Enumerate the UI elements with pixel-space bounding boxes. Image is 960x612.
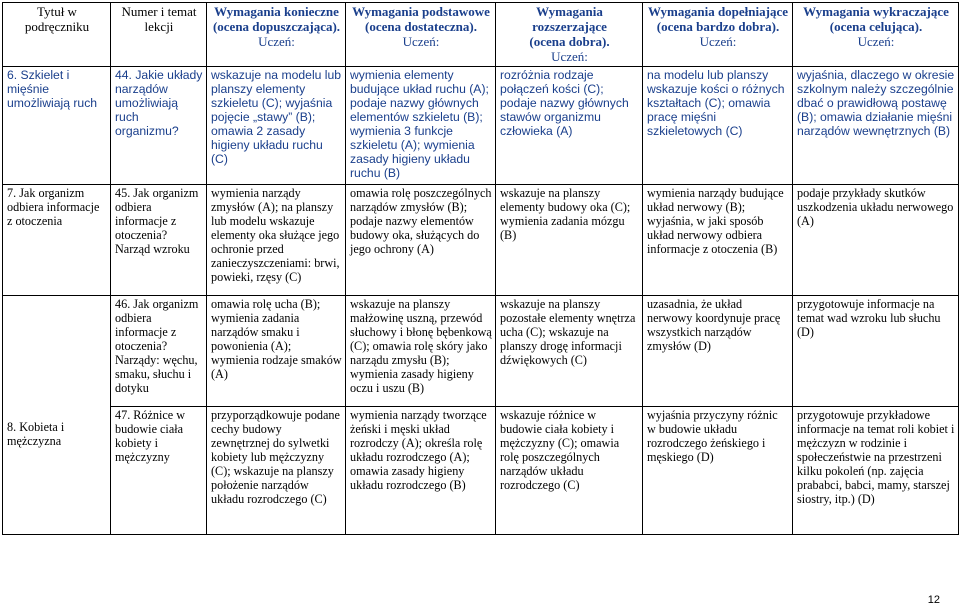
lesson-topic: 45. Jak organizm odbiera informacje z otoczenia? Narząd wzroku <box>111 185 207 296</box>
chapter-title: 6. Szkielet i mięśnie umożliwiają ruch <box>3 67 111 185</box>
lesson-topic: 44. Jakie układy narządów umożliwiają ruch organizmu? <box>111 67 207 185</box>
table-row <box>3 67 959 185</box>
requirement-supplementary: wymienia narządy budujące układ nerwowy (B); wyjaśnia, w jaki sposób układ nerwowy odbiera informacje z otoczenia (B) <box>643 185 793 296</box>
requirement-basic: wskazuje na planszy małżowinę uszną, przewód słuchowy i błonę bębenkową (C); omawia rolę skóry jako narządu zmysłu (B); wymienia zasady higieny oczu i uszu (B) <box>346 296 496 407</box>
requirement-essential: przyporządkowuje podane cechy budowy zewnętrznej do sylwetki kobiety lub mężczyzny (C); wskazuje na planszy położenie narządów układu rozrodczego (C) <box>207 407 346 535</box>
header-grade: (ocena dopuszczająca). <box>212 19 341 34</box>
requirement-basic: wymienia elementy budujące układ ruchu (A); podaje nazwy głównych elementów szkieletu (B); wymienia 3 funkcje szkieletu (A); wymienia zasady higieny układu ruchu (B) <box>346 67 496 185</box>
header-student: Uczeń: <box>857 34 895 49</box>
header-label: Wymagania rozszerzające <box>532 4 607 34</box>
header-lesson: Numer i temat lekcji <box>111 3 207 67</box>
requirement-basic: omawia rolę poszczególnych narządów zmysłów (B); podaje nazwy elementów budowy oka, służących do jego ochrony (A) <box>346 185 496 296</box>
header-student: Uczeń: <box>699 34 737 49</box>
table-row <box>3 296 959 407</box>
requirement-essential: omawia rolę ucha (B); wymienia zadania narządów smaku i powonienia (A); wymienia rodzaje smaków (A) <box>207 296 346 407</box>
requirement-extended: wskazuje różnice w budowie ciała kobiety i mężczyzny (C); omawia rolę poszczególnych narządów układu rozrodczego (C) <box>496 407 643 535</box>
requirement-exceeding: podaje przykłady skutków uszkodzenia układu nerwowego (A) <box>793 185 959 296</box>
requirement-extended: wskazuje na planszy pozostałe elementy wnętrza ucha (C); wskazuje na planszy drogę informacji dźwiękowych (C) <box>496 296 643 407</box>
requirement-supplementary: uzasadnia, że układ nerwowy koordynuje pracę wszystkich narządów zmysłów (D) <box>643 296 793 407</box>
spacer <box>7 448 107 462</box>
header-student: Uczeń: <box>402 34 440 49</box>
requirement-exceeding: przygotowuje przykładowe informacje na temat roli kobiet i mężczyzn w rodzinie i społeczeństwie na przestrzeni kilku pokoleń (np. zajęcia prababci, babci, mamy, starszej siostry, itp.) (D) <box>793 407 959 535</box>
lesson-topic: 46. Jak organizm odbiera informacje z otoczenia? Narządy: węchu, smaku, słuchu i dotyku <box>111 296 207 407</box>
header-row <box>3 3 959 67</box>
header-grade: (ocena dostateczna). <box>365 19 477 34</box>
header-grade: (ocena celująca). <box>829 19 923 34</box>
spacer <box>7 490 107 504</box>
header-grade: (ocena bardzo dobra). <box>656 19 780 34</box>
chapter-title <box>3 296 111 535</box>
header-requirements-exceeding <box>793 3 959 67</box>
requirement-essential: wymienia narządy zmysłów (A); na planszy lub modelu wskazuje elementy oka służące jego ochronie przed zanieczyszczeniami: brwi, powieki, rzęsy (C) <box>207 185 346 296</box>
header-student: Uczeń: <box>551 49 588 64</box>
header-requirements-supplementary <box>643 3 793 67</box>
page-number: 12 <box>927 594 940 606</box>
curriculum-table <box>2 2 959 535</box>
header-label: Wymagania podstawowe <box>352 4 490 19</box>
chapter-title: 7. Jak organizm odbiera informacje z otoczenia <box>3 185 111 296</box>
header-label: Wymagania wykraczające <box>803 4 949 19</box>
table-row <box>3 407 959 535</box>
spacer <box>7 518 107 532</box>
requirement-supplementary: wyjaśnia przyczyny różnic w budowie układu rozrodczego żeńskiego i męskiego (D) <box>643 407 793 535</box>
header-label: Wymagania konieczne <box>214 4 339 19</box>
header-requirements-basic <box>346 3 496 67</box>
header-student: Uczeń: <box>258 34 295 49</box>
header-label: Wymagania dopełniające <box>648 4 788 19</box>
spacer <box>7 476 107 490</box>
header-requirements-extended <box>496 3 643 67</box>
requirement-basic: wymienia narządy tworzące żeński i męski układ rozrodczy (A); określa rolę układu rozrodczego (A); omawia zasady higieny układu rozrodczego (B) <box>346 407 496 535</box>
header-grade: (ocena dobra). <box>529 34 610 49</box>
table-row <box>3 185 959 296</box>
spacer <box>7 504 107 518</box>
header-requirements-essential <box>207 3 346 67</box>
requirement-exceeding: przygotowuje informacje na temat wad wzroku lub słuchu (D) <box>793 296 959 407</box>
spacer <box>7 462 107 476</box>
requirement-essential: wskazuje na modelu lub planszy elementy szkieletu (C); wyjaśnia pojęcie „stawy” (B); omawia 2 zasady higieny układu ruchu (C) <box>207 67 346 185</box>
requirement-extended: rozróżnia rodzaje połączeń kości (C); podaje nazwy głównych stawów organizmu człowieka (A) <box>496 67 643 185</box>
requirement-exceeding: wyjaśnia, dlaczego w okresie szkolnym należy szczególnie dbać o prawidłową postawę (B); omawia działanie mięśni narządów wewnętrznych (B) <box>793 67 959 185</box>
header-title: Tytuł w podręczniku <box>3 3 111 67</box>
chapter-title-text: 8. Kobieta i mężczyzna <box>7 420 65 448</box>
lesson-topic: 47. Różnice w budowie ciała kobiety i mężczyzny <box>111 407 207 535</box>
requirement-supplementary: na modelu lub planszy wskazuje kości o różnych kształtach (C); omawia pracę mięśni szkieletowych (C) <box>643 67 793 185</box>
requirement-extended: wskazuje na planszy elementy budowy oka (C); wymienia zadania mózgu (B) <box>496 185 643 296</box>
